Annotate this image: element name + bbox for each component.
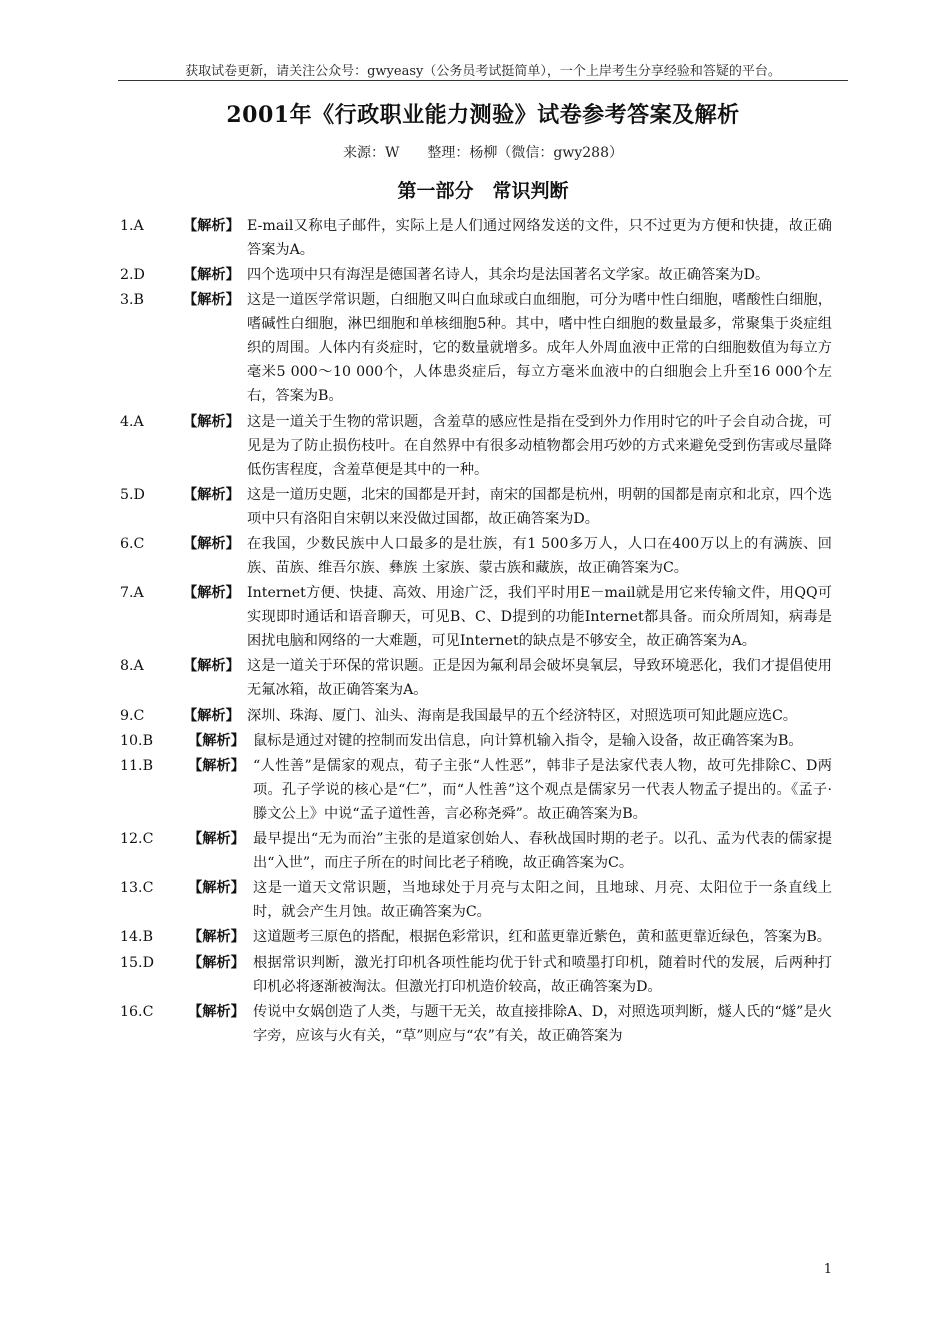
analysis-tag: 【解析】 [188,757,245,774]
answer-number: 7.A [120,585,144,602]
answer-number: 3.B [120,292,144,309]
answer-item [120,581,832,653]
analysis-text: 这是一道医学常识题，白细胞又叫白血球或白血细胞，可分为嗜中性白细胞，嗜酸性白细胞，嗜碱性白细胞，淋巴细胞和单核细胞5种。其中，嗜中性白细胞的数量最多，常聚集于炎症组织的周围。人体内有炎症时，它的数量就增多。成年人外周血液中正常的白细胞数值为每立方毫米5 000～10 000个，人体患炎症后，每立方毫米血液中的白细胞会上升至16 000个左右，答案为B。 [247,292,832,405]
answer-item [120,1000,832,1048]
answer-number: 1.A [120,218,144,234]
analysis-tag: 【解析】 [183,292,240,309]
analysis-text: E-mail又称电子邮件，实际上是人们通过网络发送的文件，只不过更为方便和快捷，故正确答案为A。 [247,218,832,258]
answer-number: 16.C [120,1003,154,1020]
analysis-tag: 【解析】 [188,880,245,897]
analysis-tag: 【解析】 [183,413,240,430]
analysis-text: 最早提出“无为而治”主张的是道家创始人、春秋战国时期的老子。以孔、孟为代表的儒家提出“入世”，而庄子所在的时间比老子稍晚，故正确答案为C。 [253,831,832,872]
analysis-text: 四个选项中只有海涅是德国著名诗人，其余均是法国著名文学家。故正确答案为D。 [247,267,770,284]
analysis-tag: 【解析】 [183,707,240,724]
analysis-text: Internet方便、快捷、高效、用途广泛，我们平时用E－mail就是用它来传输文件，用QQ可实现即时通话和语音聊天，可见B、C、D提到的功能Internet都具备。而众所周知，病毒是困扰电脑和网络的一大难题，可见Internet的缺点是不够安全，故正确答案为A。 [247,585,832,650]
answer-item [120,654,832,702]
answer-item [120,729,832,753]
answer-item [120,483,832,531]
analysis-tag: 【解析】 [183,267,240,284]
analysis-text: 根据常识判断，激光打印机各项性能均优于针式和喷墨打印机，随着时代的发展，后两种打印机必将逐渐被淘汰。但激光打印机造价较高，故正确答案为D。 [253,954,832,995]
analysis-text: 在我国，少数民族中人口最多的是壮族，有1 500多万人，人口在400万以上的有满族、回族、苗族、维吾尔族、彝族 土家族、蒙古族和藏族，故正确答案为C。 [247,535,832,576]
answer-number: 14.B [120,929,153,946]
answer-list [120,214,832,1049]
analysis-tag: 【解析】 [183,218,240,234]
answer-item [120,754,832,826]
answer-number: 6.C [120,535,145,552]
answer-number: 2.D [120,267,145,284]
answer-item [120,263,832,287]
answer-number: 12.C [120,831,154,848]
analysis-text: 这是一道关于环保的常识题。正是因为氟利昂会破坏臭氧层，导致环境恶化，我们才提倡使用无氟冰箱，故正确答案为A。 [247,658,832,699]
analysis-text: 这是一道历史题，北宋的国都是开封，南宋的国都是杭州，明朝的国都是南京和北京，四个选项中只有洛阳自宋朝以来没做过国都，故正确答案为D。 [247,486,832,527]
analysis-tag: 【解析】 [188,831,245,848]
analysis-text: 这是一道关于生物的常识题，含羞草的感应性是指在受到外力作用时它的叶子会自动合拢，可见是为了防止损伤枝叶。在自然界中有很多动植物都会用巧妙的方式来避免受到伤害或尽量降低伤害程度，含羞草便是其中的一种。 [247,413,832,478]
analysis-text: 鼠标是通过对键的控制而发出信息，向计算机输入指令，是输入设备，故正确答案为B。 [253,732,803,749]
analysis-tag: 【解析】 [188,929,245,946]
answer-number: 8.A [120,658,144,675]
answer-number: 9.C [120,707,145,724]
section-title: 第一部分 常识判断 [397,180,569,202]
analysis-tag: 【解析】 [188,732,245,749]
analysis-text: 这是一道天文常识题，当地球处于月亮与太阳之间，且地球、月亮、太阳位于一条直线上时，就会产生月蚀。故正确答案为C。 [253,880,832,921]
page-number: 1 [823,1262,832,1277]
analysis-text: 这道题考三原色的搭配，根据色彩常识，红和蓝更靠近紫色，黄和蓝更靠近绿色，答案为B。 [253,929,831,946]
analysis-text: 传说中女娲创造了人类，与题干无关，故直接排除A、D，对照选项判断，燧人氏的“燧”是火字旁，应该与火有关，“草”则应与“农”有关，故正确答案为 [253,1003,832,1044]
answer-item [120,951,832,999]
answer-item [120,410,832,482]
answer-item [120,827,832,875]
analysis-tag: 【解析】 [183,585,240,602]
answer-item [120,532,832,580]
answer-number: 4.A [120,413,144,430]
analysis-tag: 【解析】 [183,658,240,675]
answer-item [120,876,832,924]
answer-number: 13.C [120,880,154,897]
analysis-text: 深圳、珠海、厦门、汕头、海南是我国最早的五个经济特区，对照选项可知此题应选C。 [247,707,797,724]
answer-item [120,288,832,408]
page-title: 2001年《行政职业能力测验》试卷参考答案及解析 [226,102,740,128]
header-divider [118,80,848,81]
analysis-tag: 【解析】 [183,486,240,503]
header-note: 获取试卷更新，请关注公众号：gwyeasy（公务员考试挺简单），一个上岸考生分享经验和答疑的平台。 [185,64,781,79]
answer-item [120,925,832,949]
analysis-tag: 【解析】 [188,954,245,971]
answer-number: 10.B [120,732,153,749]
analysis-text: “人性善”是儒家的观点，荀子主张“人性恶”，韩非子是法家代表人物，故可先排除C、D两项。孔子学说的核心是“仁”，而“人性善”这个观点是儒家另一代表人物孟子提出的。《孟子·滕文公上》中说“孟子道性善，言必称尧舜”。故正确答案为B。 [253,757,832,822]
answer-item [120,214,832,262]
answer-number: 11.B [120,757,153,774]
answer-number: 5.D [120,486,145,503]
analysis-tag: 【解析】 [183,535,240,552]
answer-item [120,704,832,728]
answer-number: 15.D [120,954,154,971]
source-line: 来源：W 整理：杨柳（微信：gwy288） [343,145,623,161]
analysis-tag: 【解析】 [188,1003,245,1020]
